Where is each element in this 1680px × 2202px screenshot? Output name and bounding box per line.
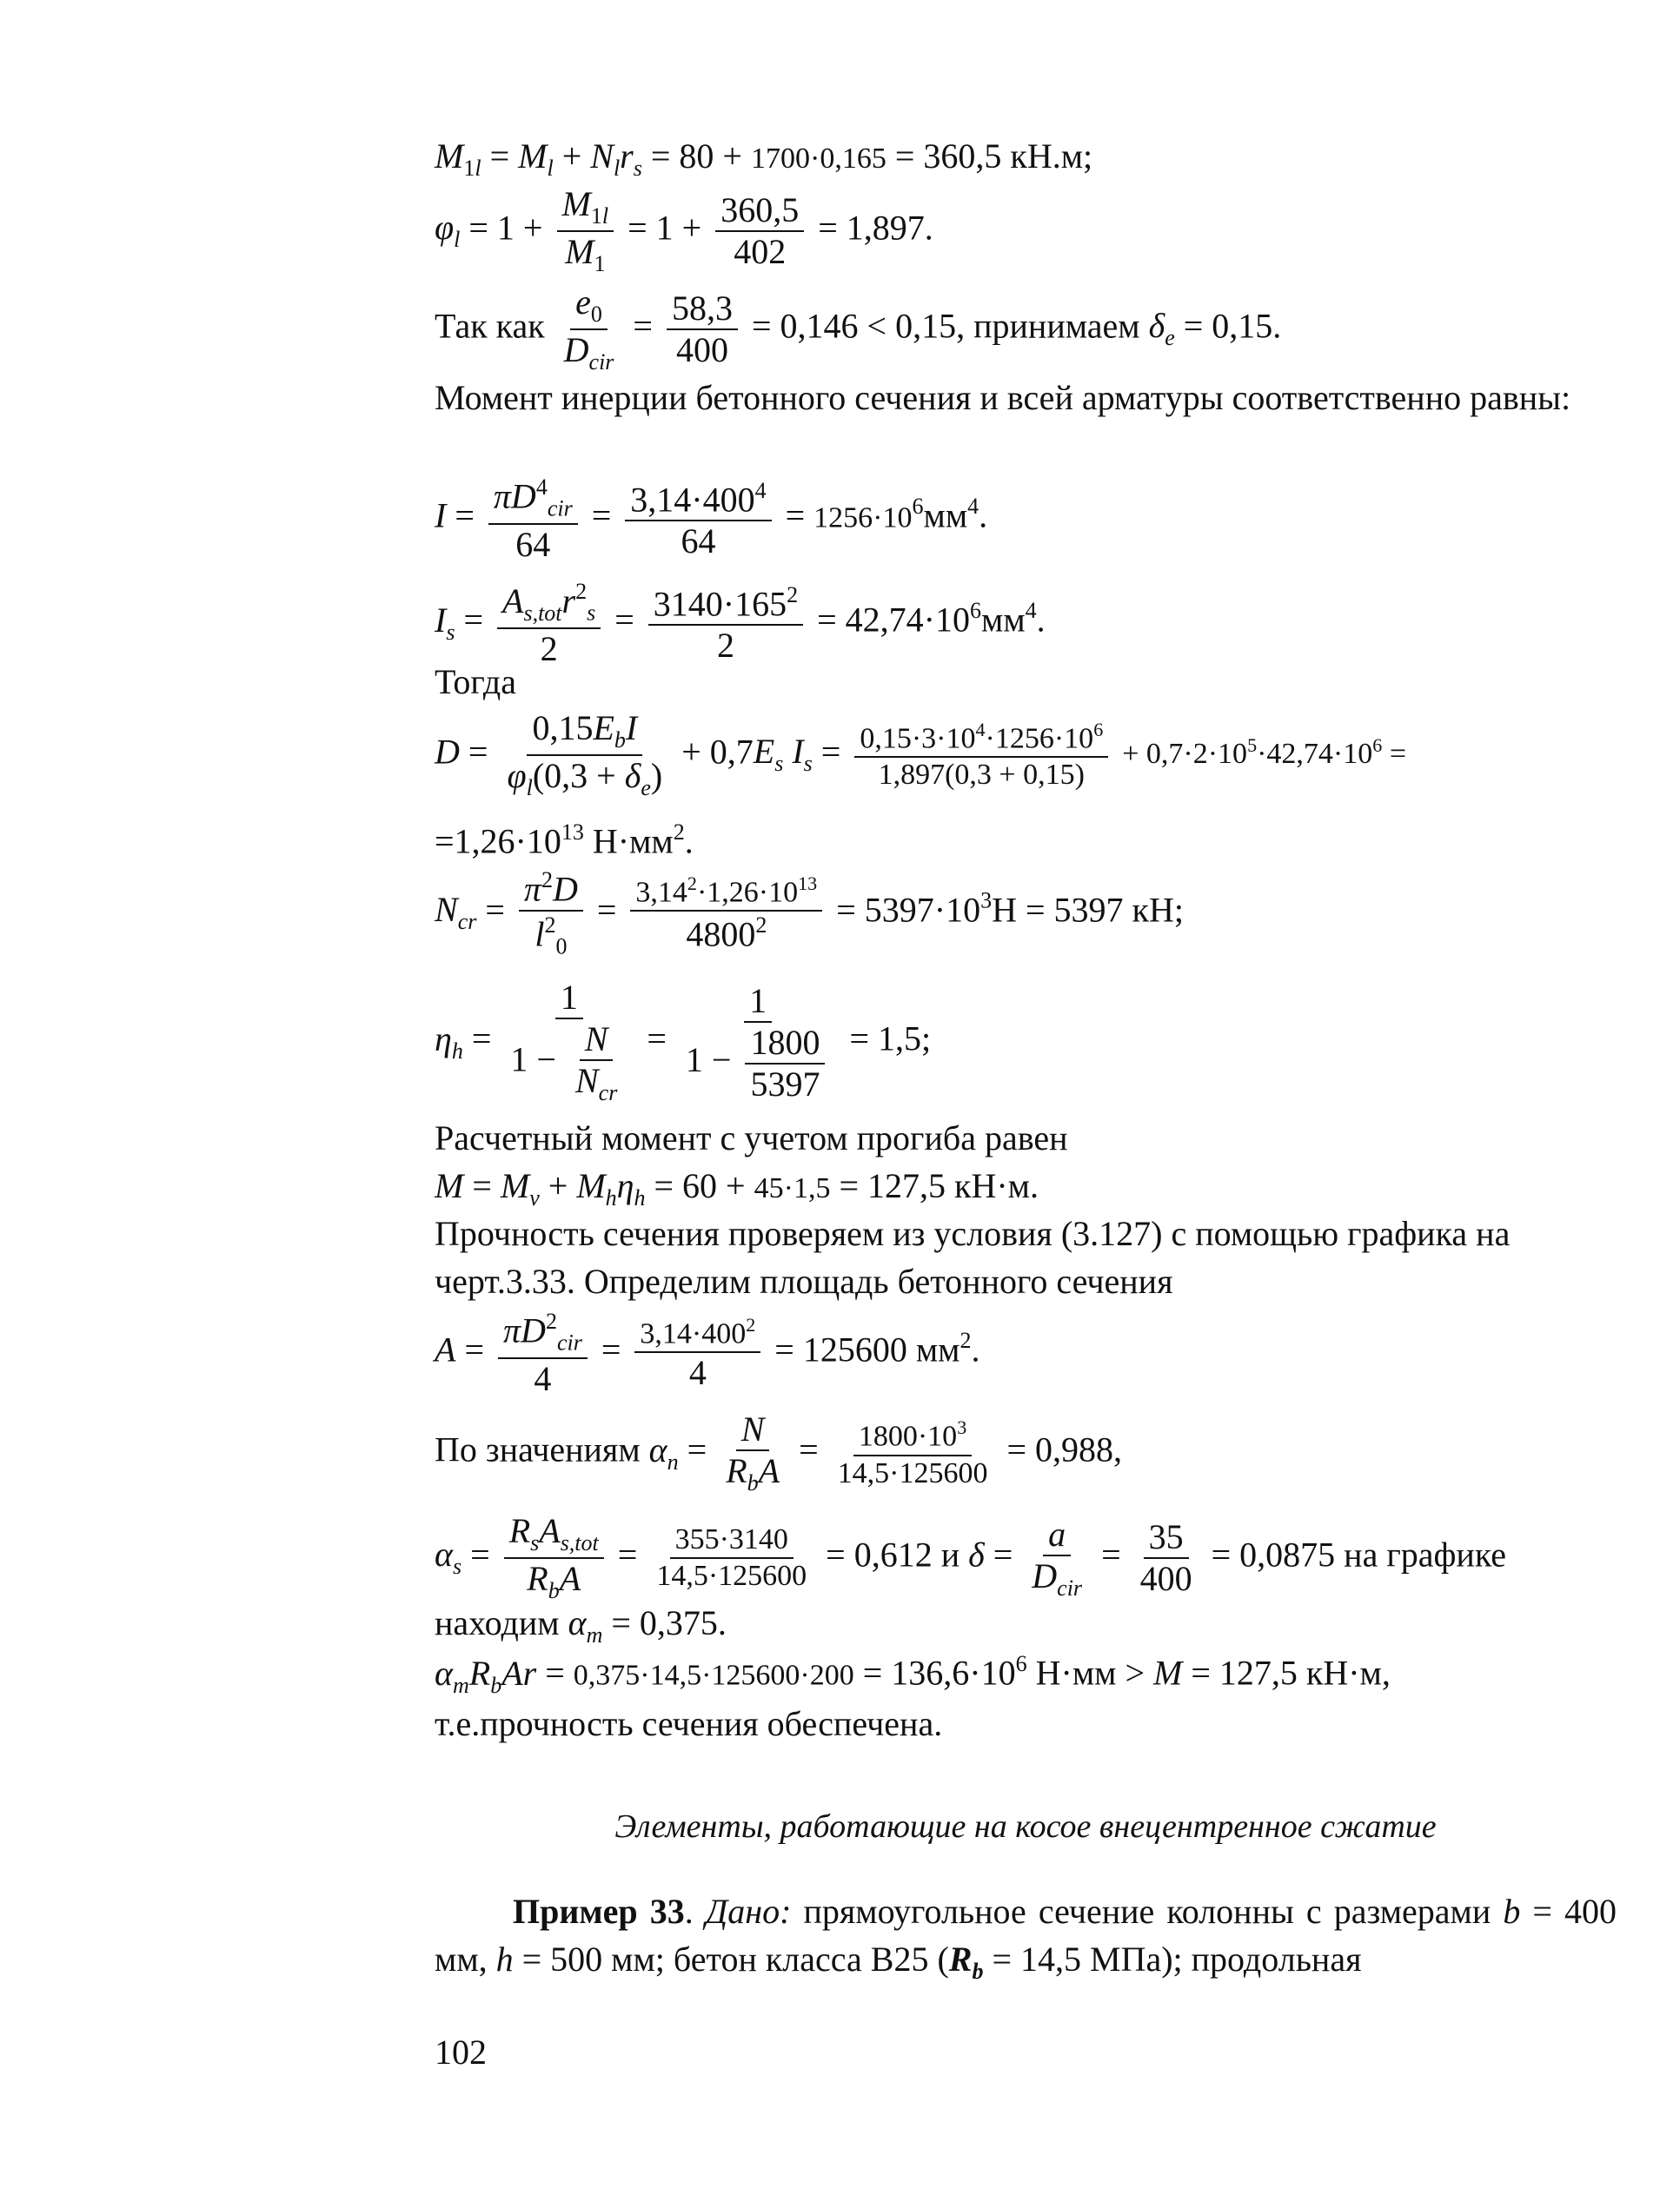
equation-eta: $\eta_h$ = 1 1 − $\frac{N}{N_{cr}}$ = 1 1 − $\frac{1800}{5397}$ = 1,5;	[435, 978, 932, 1106]
equation-m1l: $M_{1l} = M_l + N_lr_s = 80 + 1700\cdot 0,165 = 360,5$ кН.м;	[435, 136, 1093, 182]
conclusion-text: т.е.прочность сечения обеспечена.	[435, 1704, 943, 1743]
page-number: 102	[435, 2033, 487, 2072]
togda-text: Тогда	[435, 662, 516, 701]
alpha-n-prefix: По значениям	[435, 1429, 641, 1469]
equation-alpha-s: $\alpha_s$ = $\frac{R_sA_{s,tot}}{R_bA}$ = $\frac{355\cdot 3140}{14,5\cdot 125600}$ = 0,612 и δ = $\frac{a}{D_{cir}}$ = $\frac{35}{400}$ = 0,0875 на графике	[435, 1511, 1507, 1604]
equation-I: I = $\frac{\pi D^4_{cir}}{64}$ = $\frac{3,14\cdot 400^4}{64}$ = $1256\cdot 10^6мм^4$.	[435, 474, 988, 564]
example-title: Пример 33	[513, 1892, 685, 1931]
alpha-m-text: находим $\alpha_m = 0,375$.	[435, 1603, 727, 1648]
equation-Is: $I_s$ = $\frac{A_{s,tot}r^2_s}{2}$ = $\frac{3140\cdot 165^2}{2}$ = $42,74\cdot 10^6мм^4$.	[435, 579, 1046, 668]
equation-alpha-m-check: $\alpha_mR_bAr = 0,375\cdot 14,5\cdot 125600\cdot 200 = 136,6\cdot 10^6$ Н·мм > M = 127,5 кН·м,	[435, 1651, 1391, 1698]
moment-text: Момент инерции бетонного сечения и всей арматуры соответственно равны:	[435, 378, 1571, 417]
example-given: Дано:	[705, 1892, 792, 1931]
equation-phi-l: $\varphi_l = 1$ + $\frac{M_{1l}}{M_1}$ = 1 + $\frac{360,5}{402}$ = 1,897.	[435, 184, 933, 277]
equation-tak-kak: Так как $\frac{e_0}{D_{cir}}$ = $\frac{58,3}{400}$ = 0,146 < 0,15, принимаем $\delta_e = 0,15$.	[435, 282, 1282, 375]
equation-Ncr: $N_{cr}$ = $\frac{\pi^2D}{l^2_0}$ = $\frac{3,14^2\cdot 1,26\cdot 10^{13}}{4800^2}$ = $5397\cdot 10^3Н = 5397$ кН;	[435, 867, 1184, 959]
equation-A: A = $\frac{\pi D^2_{cir}}{4}$ = $\frac{3,14\cdot 400^2}{4}$ = 125600 $мм^2$.	[435, 1309, 980, 1398]
equation-M: $M = M_v + M_h\eta_h = 60 + 45\cdot 1,5 = 127,5$ кН·м.	[435, 1166, 1039, 1211]
calc-moment-text: Расчетный момент с учетом прогиба равен	[435, 1118, 1068, 1157]
example-paragraph: Пример 33. Дано: прямоугольное сечение колонны с размерами b = 400 мм, h = 500 мм; бетон класса В25 ($R_b = 14,5$ МПа); продольная	[435, 1892, 1617, 1985]
equation-alpha-n: По значениям $\alpha_n$ = $\frac{N}{R_bA}$ = $\frac{1800\cdot 10^3}{14,5\cdot 125600}$ = 0,988,	[435, 1409, 1123, 1496]
strength-text: Прочность сечения проверяем из условия (3.127) с помощью графика на черт.3.33. Определим площадь бетонного сечения	[435, 1214, 1511, 1302]
equation-D-result: $=1,26\cdot 10^{13}$ $Н\cdot мм^2$.	[435, 819, 694, 861]
equation-D: D = $\frac{0,15E_bI}{\varphi_l(0,3 + \delta_e)}$ + $0,7E_s$ $I_s$ = $\frac{0,15\cdot 3\cdot 10^4\cdot 1256\cdot 10^6}{1,897(0,3 + 0,15)}$ + $0,7\cdot 2\cdot 10^5\cdot 42,74\cdot 10^6$ =	[435, 708, 1406, 801]
section-heading: Элементы, работающие на косое внецентренное сжатие	[614, 1808, 1437, 1845]
tak-kak-prefix: Так как	[435, 306, 545, 346]
